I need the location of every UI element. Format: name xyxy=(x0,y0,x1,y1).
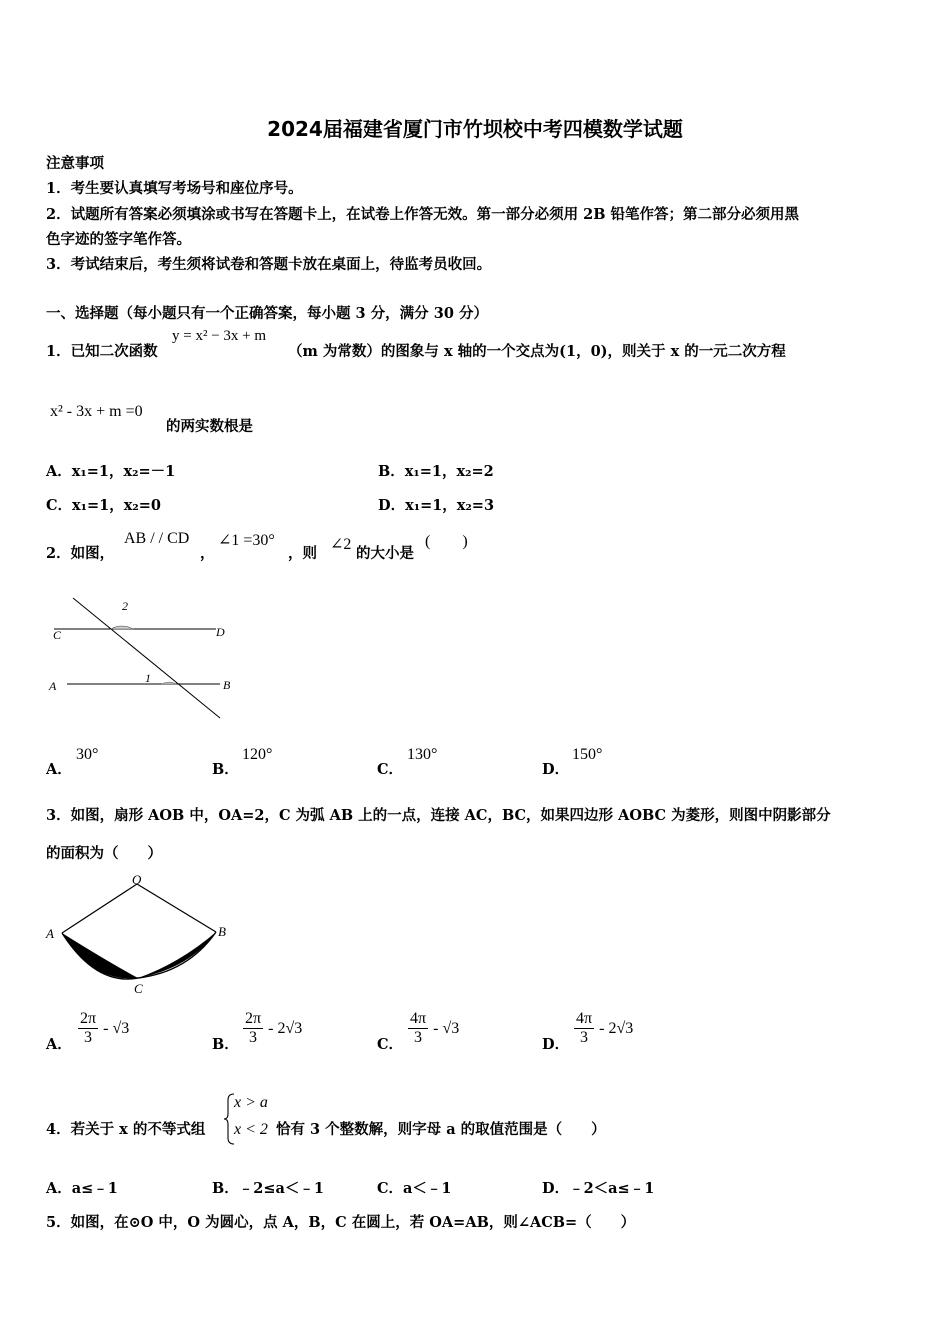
fraction-denominator: 3 xyxy=(249,1029,258,1046)
q1-prefix: 1．已知二次函数 xyxy=(46,343,158,360)
section-heading: 一、选择题（每小题只有一个正确答案，每小题 3 分，满分 30 分） xyxy=(46,305,488,322)
label-angle-2: 2 xyxy=(122,599,128,613)
label-angle-1: 1 xyxy=(145,671,151,685)
q2-suffix: 的大小是 xyxy=(356,545,414,562)
q2-option-a-value: 30° xyxy=(76,746,99,763)
angle-2-arc xyxy=(111,626,133,629)
segment-oa xyxy=(62,884,137,933)
q3-option-d-expr xyxy=(574,1010,633,1047)
fraction-numerator: 2π xyxy=(80,1010,97,1027)
q2-paren: ( ) xyxy=(425,533,468,550)
q1-option-b[interactable]: B．x₁=1，x₂=2 xyxy=(378,463,494,480)
fraction-denominator: 3 xyxy=(84,1029,93,1046)
notice-heading: 注意事项 xyxy=(46,155,104,172)
q4-system-line1: x > a xyxy=(234,1094,268,1111)
q1-equation: x² - 3x + m =0 xyxy=(50,403,143,420)
q4-option-b[interactable]: B．﹣2≤a＜﹣1 xyxy=(212,1180,324,1197)
q4-system-line2: x < 2 xyxy=(234,1121,268,1138)
label-a: A xyxy=(46,926,54,941)
q2-option-c-label[interactable]: C． xyxy=(377,761,404,778)
notice-item: 色字迹的签字笔作答。 xyxy=(46,231,191,248)
q3-option-a-label[interactable]: A． xyxy=(46,1036,72,1053)
page-title: 2024届福建省厦门市竹坝校中考四模数学试题 xyxy=(267,117,683,141)
q2-option-d-label[interactable]: D． xyxy=(542,761,570,778)
fraction-denominator: 3 xyxy=(414,1029,423,1046)
notice-item: 1．考生要认真填写考场号和座位序号。 xyxy=(46,180,303,197)
q2-option-d-value: 150° xyxy=(572,746,603,763)
label-a: A xyxy=(49,679,57,693)
fraction-numerator: 4π xyxy=(410,1010,427,1027)
fraction-numerator: 2π xyxy=(245,1010,262,1027)
q2-figure xyxy=(40,590,240,725)
q3-option-c-label[interactable]: C． xyxy=(377,1036,404,1053)
q4-prefix: 4．若关于 x 的不等式组 xyxy=(46,1121,206,1138)
q1-tail: 的两实数根是 xyxy=(166,418,253,435)
q2-cond2: ∠1 =30° xyxy=(218,532,275,549)
label-b: B xyxy=(218,924,226,939)
fraction-numerator: 4π xyxy=(576,1010,593,1027)
q3-option-b-expr xyxy=(243,1010,302,1047)
q2-option-a-label[interactable]: A． xyxy=(46,761,72,778)
q2-comma: ， xyxy=(200,545,215,562)
notice-item: 2．试题所有答案必须填涂或书写在答题卡上，在试卷上作答无效。第一部分必须用 2B 铅笔作答；第二部分必须用黑 xyxy=(46,206,800,223)
q3-figure xyxy=(40,868,232,996)
q2-option-b-value: 120° xyxy=(242,746,273,763)
angle-1-arc xyxy=(162,682,176,684)
q3-option-d-label[interactable]: D． xyxy=(542,1036,570,1053)
segment-ob xyxy=(137,884,216,932)
q4-option-a[interactable]: A．a≤﹣1 xyxy=(46,1180,118,1197)
label-d: D xyxy=(216,625,225,639)
fraction-denominator: 3 xyxy=(580,1029,589,1046)
q2-angle: ∠2 xyxy=(330,536,352,553)
q3-line1: 3．如图，扇形 AOB 中，OA=2，C 为弧 AB 上的一点，连接 AC，BC，如果四边形 AOBC 为菱形，则图中阴影部分 xyxy=(46,807,831,824)
q2-cond1: AB / / CD xyxy=(124,530,190,547)
q4-option-d[interactable]: D．﹣2＜a≤﹣1 xyxy=(542,1180,655,1197)
q4-suffix: 恰有 3 个整数解，则字母 a 的取值范围是（ ） xyxy=(276,1121,606,1138)
q1-suffix: （m 为常数）的图象与 x 轴的一个交点为(1，0)，则关于 x 的一元二次方程 xyxy=(288,343,786,360)
q2-mid: ，则 xyxy=(288,545,317,562)
fraction-rest: - 2√3 xyxy=(268,1020,303,1037)
q3-option-a-expr xyxy=(78,1010,129,1047)
q1-option-c[interactable]: C．x₁=1，x₂=0 xyxy=(46,497,162,514)
q1-formula: y = x² − 3x + m xyxy=(172,328,267,344)
notice-item: 3．考试结束后，考生须将试卷和答题卡放在桌面上，待监考员收回。 xyxy=(46,256,492,273)
q2-option-c-value: 130° xyxy=(407,746,438,763)
q1-option-d[interactable]: D．x₁=1，x₂=3 xyxy=(378,497,495,514)
fraction-rest: - √3 xyxy=(103,1020,130,1037)
q3-line2: 的面积为（ ） xyxy=(46,845,162,862)
shaded-region-right xyxy=(138,932,216,978)
q2-option-b-label[interactable]: B． xyxy=(212,761,239,778)
q2-prefix: 2．如图， xyxy=(46,545,115,562)
q4-option-c[interactable]: C．a＜﹣1 xyxy=(377,1180,452,1197)
label-o: O xyxy=(132,872,142,887)
q1-option-a[interactable]: A．x₁=1，x₂=－1 xyxy=(46,463,176,480)
q3-option-b-label[interactable]: B． xyxy=(212,1036,239,1053)
fraction-rest: - √3 xyxy=(433,1020,460,1037)
transversal xyxy=(73,598,220,718)
label-b: B xyxy=(223,678,231,692)
label-c: C xyxy=(134,981,143,996)
q5-text: 5．如图，在⊙O 中，O 为圆心，点 A，B，C 在圆上，若 OA=AB，则∠ACB=（ ） xyxy=(46,1214,636,1231)
q3-option-c-expr xyxy=(408,1010,459,1047)
fraction-rest: - 2√3 xyxy=(599,1020,634,1037)
label-c: C xyxy=(53,628,62,642)
